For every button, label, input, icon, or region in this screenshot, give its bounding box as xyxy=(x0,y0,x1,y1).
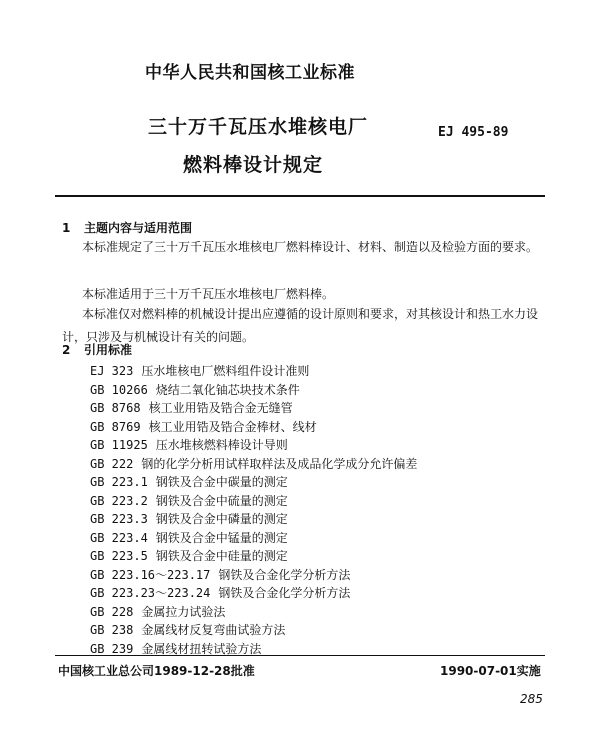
reference-item xyxy=(90,603,225,620)
reference-title: 金属线材扭转试验方法 xyxy=(141,641,262,656)
reference-code: EJ 323 xyxy=(90,364,134,378)
reference-code: GB 228 xyxy=(90,604,134,619)
section-number: 2 xyxy=(62,343,71,357)
paragraph-text: 本标准适用于三十万千瓦压水堆核电厂燃料棒。 xyxy=(82,287,335,301)
reference-code: GB 223.2 xyxy=(90,493,148,508)
paragraph-text: 本标准仅对燃料棒的机械设计提出应遵循的设计原则和要求，对其核设计和热工水力设计，只涉及与机械设计有关的问题。 xyxy=(62,307,539,344)
reference-code: GB 223.5 xyxy=(90,549,148,563)
reference-item xyxy=(90,399,293,416)
reference-title: 钢铁及合金化学分析方法 xyxy=(218,567,351,582)
approval-line: 中国核工业总公司1989-12-28批准 xyxy=(58,664,255,678)
reference-item xyxy=(90,510,288,527)
reference-item xyxy=(90,381,300,398)
reference-title: 钢铁及合金中碳量的测定 xyxy=(155,475,288,489)
reference-title: 钢铁及合金中锰量的测定 xyxy=(155,530,288,545)
reference-code: GB 11925 xyxy=(90,438,148,452)
footer-divider xyxy=(55,655,545,656)
reference-code: GB 222 xyxy=(90,456,134,471)
paragraph-text: 本标准规定了三十万千瓦压水堆核电厂燃料棒设计、材料、制造以及检验方面的要求。 xyxy=(82,240,539,254)
reference-code: GB 238 xyxy=(90,623,134,637)
reference-item xyxy=(90,492,288,509)
implementation-date: 1990-07-01实施 xyxy=(440,664,541,678)
reference-item xyxy=(90,547,288,564)
reference-item xyxy=(90,473,288,490)
reference-title: 金属线材反复弯曲试验方法 xyxy=(141,623,286,637)
reference-title: 压水堆核燃料棒设计导则 xyxy=(155,438,288,452)
document-title-line-1: 三十万千瓦压水堆核电厂 xyxy=(148,116,369,138)
reference-item xyxy=(90,436,288,453)
reference-title: 钢铁及合金化学分析方法 xyxy=(218,586,351,600)
section-1-heading xyxy=(62,219,192,236)
reference-item xyxy=(90,621,285,638)
section-2-heading xyxy=(62,341,132,358)
reference-code: GB 223.1 xyxy=(90,475,148,489)
reference-code: GB 223.16～223.17 xyxy=(90,567,211,582)
reference-title: 烧结二氧化铀芯块技术条件 xyxy=(155,382,300,397)
reference-item xyxy=(90,529,288,546)
section-title: 引用标准 xyxy=(84,343,133,357)
issuer-heading: 中华人民共和国核工业标准 xyxy=(145,63,355,83)
reference-title: 核工业用锆及锆合金棒材、线材 xyxy=(148,419,317,434)
reference-title: 钢铁及合金中硅量的测定 xyxy=(155,549,288,563)
document-title-line-2: 燃料棒设计规定 xyxy=(183,154,324,176)
reference-item xyxy=(90,418,317,435)
reference-title: 钢的化学分析用试样取样法及成品化学成分允许偏差 xyxy=(141,456,418,471)
reference-item xyxy=(90,584,350,601)
reference-item xyxy=(90,455,417,472)
reference-item xyxy=(90,362,309,379)
reference-title: 压水堆核电厂燃料组件设计准则 xyxy=(141,364,310,378)
section-title: 主题内容与适用范围 xyxy=(84,221,193,235)
reference-code: GB 8769 xyxy=(90,419,141,434)
reference-code: GB 239 xyxy=(90,641,134,656)
page-number: 285 xyxy=(520,692,543,706)
reference-code: GB 223.4 xyxy=(90,530,148,545)
reference-code: GB 8768 xyxy=(90,401,141,415)
reference-code: GB 223.3 xyxy=(90,512,148,526)
reference-title: 钢铁及合金中磷量的测定 xyxy=(155,512,288,526)
section-number: 1 xyxy=(62,221,71,235)
section-1-paragraph xyxy=(62,303,547,349)
standard-code: EJ 495-89 xyxy=(438,125,509,140)
reference-title: 金属拉力试验法 xyxy=(141,604,226,619)
header-divider xyxy=(55,195,545,197)
section-1-paragraph xyxy=(62,236,547,259)
reference-code: GB 10266 xyxy=(90,382,148,397)
reference-item xyxy=(90,640,261,657)
reference-code: GB 223.23～223.24 xyxy=(90,586,211,600)
reference-title: 钢铁及合金中硫量的测定 xyxy=(155,493,288,508)
reference-title: 核工业用锆及锆合金无缝管 xyxy=(148,401,293,415)
reference-item xyxy=(90,566,350,583)
